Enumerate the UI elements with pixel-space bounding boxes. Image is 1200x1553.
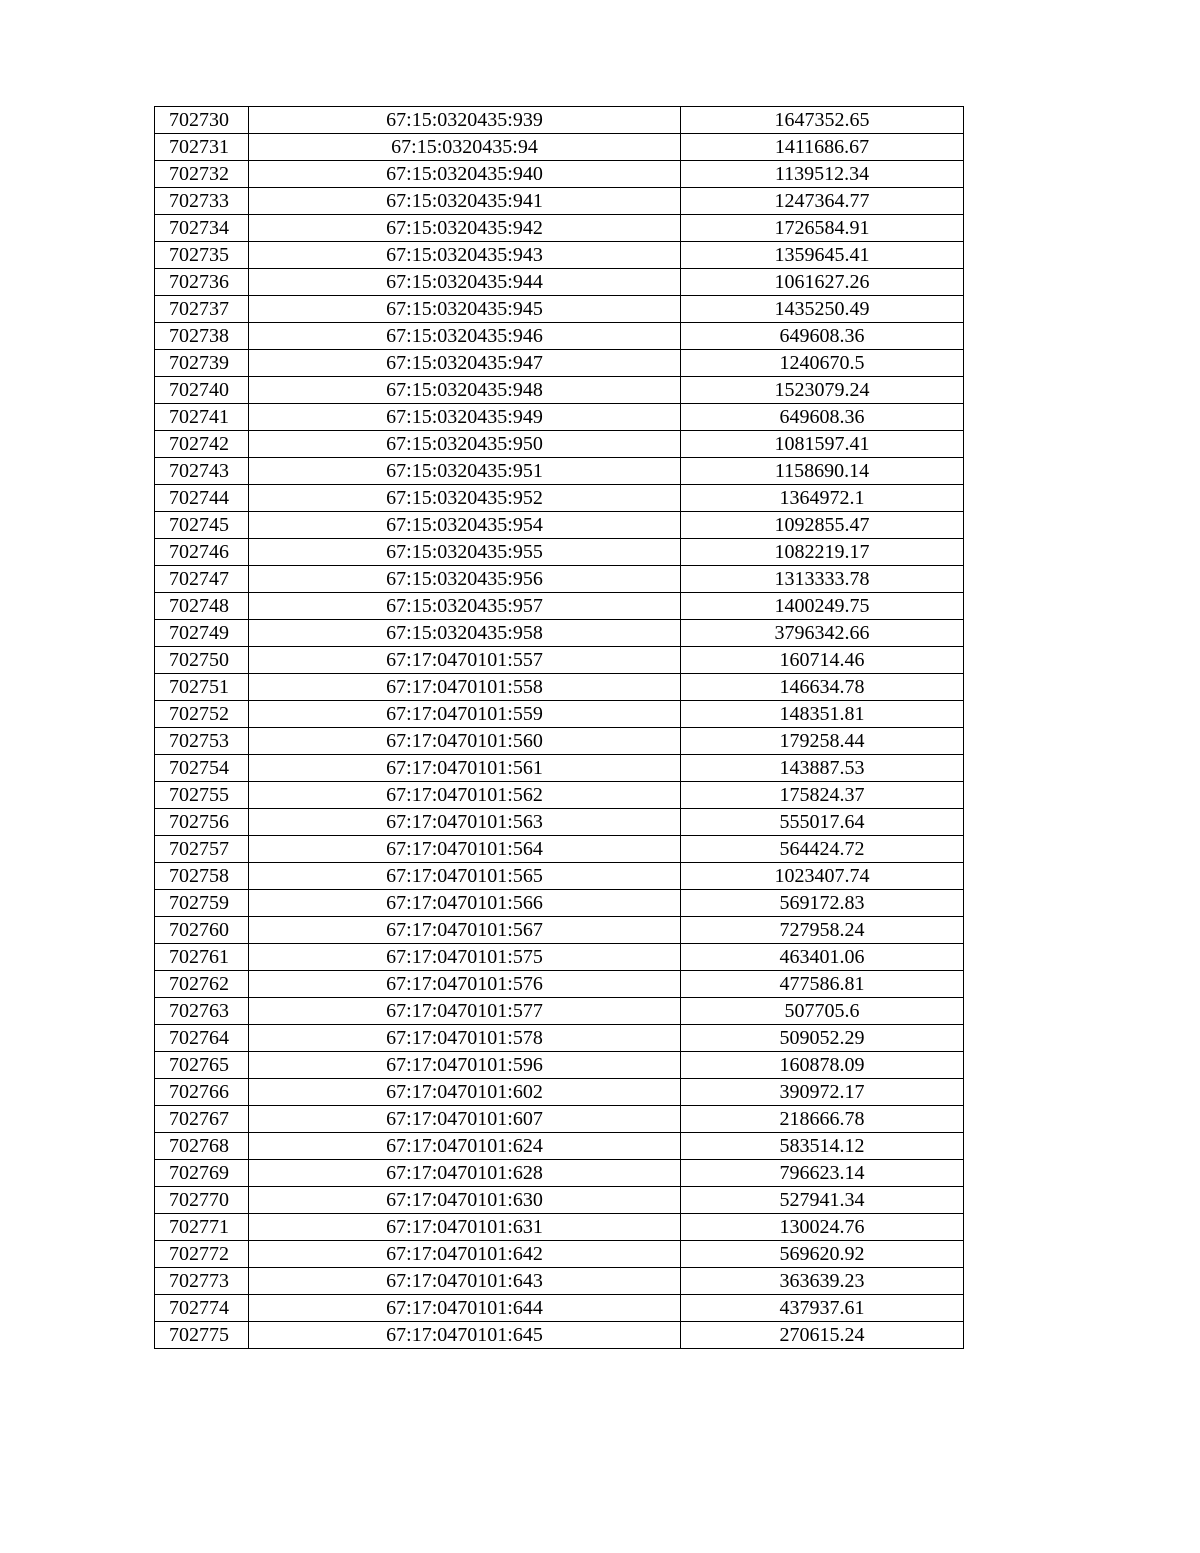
cadastral-value-cell: 583514.12: [681, 1133, 964, 1160]
cadastral-value-cell: 463401.06: [681, 944, 964, 971]
table-row: [155, 593, 964, 620]
table-row: [155, 1079, 964, 1106]
cadastral-number-cell: 67:15:0320435:952: [249, 485, 681, 512]
cadastral-number-cell: 67:17:0470101:560: [249, 728, 681, 755]
table-row: [155, 1052, 964, 1079]
table-row: [155, 1295, 964, 1322]
cadastral-value-cell: 3796342.66: [681, 620, 964, 647]
cadastral-value-cell: 1313333.78: [681, 566, 964, 593]
cadastral-value-cell: 130024.76: [681, 1214, 964, 1241]
table-row: [155, 269, 964, 296]
cadastral-value-cell: 509052.29: [681, 1025, 964, 1052]
cadastral-value-cell: 555017.64: [681, 809, 964, 836]
cadastral-value-cell: 1061627.26: [681, 269, 964, 296]
cadastral-value-cell: 1435250.49: [681, 296, 964, 323]
row-number-cell: 702760: [155, 917, 249, 944]
cadastral-number-cell: 67:15:0320435:94: [249, 134, 681, 161]
table-row: [155, 1187, 964, 1214]
row-number-cell: 702771: [155, 1214, 249, 1241]
cadastral-value-cell: 796623.14: [681, 1160, 964, 1187]
cadastral-number-cell: 67:17:0470101:566: [249, 890, 681, 917]
cadastral-value-cell: 1081597.41: [681, 431, 964, 458]
cadastral-value-cell: 146634.78: [681, 674, 964, 701]
cadastral-number-cell: 67:17:0470101:602: [249, 1079, 681, 1106]
cadastral-value-cell: 363639.23: [681, 1268, 964, 1295]
row-number-cell: 702753: [155, 728, 249, 755]
cadastral-value-cell: 527941.34: [681, 1187, 964, 1214]
row-number-cell: 702742: [155, 431, 249, 458]
table-row: [155, 998, 964, 1025]
row-number-cell: 702759: [155, 890, 249, 917]
row-number-cell: 702758: [155, 863, 249, 890]
table-row: [155, 971, 964, 998]
cadastral-number-cell: 67:15:0320435:950: [249, 431, 681, 458]
table-row: [155, 755, 964, 782]
cadastral-value-cell: 1023407.74: [681, 863, 964, 890]
row-number-cell: 702765: [155, 1052, 249, 1079]
table-row: [155, 296, 964, 323]
table-body: [155, 107, 964, 1349]
table-row: [155, 539, 964, 566]
cadastral-number-cell: 67:15:0320435:948: [249, 377, 681, 404]
row-number-cell: 702739: [155, 350, 249, 377]
cadastral-value-cell: 160714.46: [681, 647, 964, 674]
table-row: [155, 431, 964, 458]
cadastral-number-cell: 67:15:0320435:957: [249, 593, 681, 620]
table-row: [155, 674, 964, 701]
cadastral-number-cell: 67:15:0320435:949: [249, 404, 681, 431]
cadastral-value-cell: 1726584.91: [681, 215, 964, 242]
row-number-cell: 702737: [155, 296, 249, 323]
cadastral-value-cell: 1082219.17: [681, 539, 964, 566]
table-row: [155, 566, 964, 593]
row-number-cell: 702750: [155, 647, 249, 674]
row-number-cell: 702746: [155, 539, 249, 566]
row-number-cell: 702773: [155, 1268, 249, 1295]
row-number-cell: 702764: [155, 1025, 249, 1052]
cadastral-number-cell: 67:17:0470101:643: [249, 1268, 681, 1295]
cadastral-number-cell: 67:17:0470101:577: [249, 998, 681, 1025]
cadastral-value-cell: 143887.53: [681, 755, 964, 782]
cadastral-number-cell: 67:15:0320435:945: [249, 296, 681, 323]
table-row: [155, 944, 964, 971]
cadastral-value-cell: 477586.81: [681, 971, 964, 998]
cadastral-value-cell: 1359645.41: [681, 242, 964, 269]
cadastral-number-cell: 67:17:0470101:559: [249, 701, 681, 728]
table-row: [155, 323, 964, 350]
cadastral-number-cell: 67:15:0320435:954: [249, 512, 681, 539]
cadastral-number-cell: 67:17:0470101:567: [249, 917, 681, 944]
cadastral-value-table: [154, 106, 964, 1349]
row-number-cell: 702745: [155, 512, 249, 539]
cadastral-number-cell: 67:17:0470101:596: [249, 1052, 681, 1079]
table-row: [155, 809, 964, 836]
table-row: [155, 1133, 964, 1160]
cadastral-value-cell: 148351.81: [681, 701, 964, 728]
row-number-cell: 702762: [155, 971, 249, 998]
cadastral-number-cell: 67:17:0470101:624: [249, 1133, 681, 1160]
cadastral-number-cell: 67:17:0470101:563: [249, 809, 681, 836]
table-row: [155, 404, 964, 431]
row-number-cell: 702733: [155, 188, 249, 215]
cadastral-number-cell: 67:17:0470101:642: [249, 1241, 681, 1268]
table-row: [155, 863, 964, 890]
row-number-cell: 702736: [155, 269, 249, 296]
cadastral-number-cell: 67:15:0320435:942: [249, 215, 681, 242]
row-number-cell: 702763: [155, 998, 249, 1025]
row-number-cell: 702761: [155, 944, 249, 971]
cadastral-value-cell: 507705.6: [681, 998, 964, 1025]
cadastral-number-cell: 67:15:0320435:956: [249, 566, 681, 593]
cadastral-number-cell: 67:17:0470101:630: [249, 1187, 681, 1214]
row-number-cell: 702749: [155, 620, 249, 647]
cadastral-value-cell: 175824.37: [681, 782, 964, 809]
cadastral-number-cell: 67:17:0470101:631: [249, 1214, 681, 1241]
row-number-cell: 702752: [155, 701, 249, 728]
table-row: [155, 1160, 964, 1187]
cadastral-value-cell: 1523079.24: [681, 377, 964, 404]
row-number-cell: 702774: [155, 1295, 249, 1322]
cadastral-value-cell: 1400249.75: [681, 593, 964, 620]
row-number-cell: 702751: [155, 674, 249, 701]
cadastral-value-cell: 1158690.14: [681, 458, 964, 485]
table-row: [155, 377, 964, 404]
row-number-cell: 702732: [155, 161, 249, 188]
table-row: [155, 728, 964, 755]
table-row: [155, 215, 964, 242]
table-row: [155, 890, 964, 917]
cadastral-number-cell: 67:15:0320435:941: [249, 188, 681, 215]
table-row: [155, 647, 964, 674]
table-row: [155, 1322, 964, 1349]
cadastral-value-cell: 1647352.65: [681, 107, 964, 134]
cadastral-value-cell: 1092855.47: [681, 512, 964, 539]
cadastral-value-cell: 649608.36: [681, 323, 964, 350]
row-number-cell: 702769: [155, 1160, 249, 1187]
cadastral-number-cell: 67:17:0470101:578: [249, 1025, 681, 1052]
table-row: [155, 782, 964, 809]
cadastral-number-cell: 67:15:0320435:947: [249, 350, 681, 377]
table-row: [155, 1025, 964, 1052]
table-row: [155, 1106, 964, 1133]
cadastral-number-cell: 67:17:0470101:644: [249, 1295, 681, 1322]
row-number-cell: 702738: [155, 323, 249, 350]
cadastral-number-cell: 67:15:0320435:955: [249, 539, 681, 566]
table-row: [155, 188, 964, 215]
table-row: [155, 350, 964, 377]
table-row: [155, 107, 964, 134]
row-number-cell: 702735: [155, 242, 249, 269]
cadastral-value-cell: 1411686.67: [681, 134, 964, 161]
cadastral-value-cell: 179258.44: [681, 728, 964, 755]
cadastral-number-cell: 67:17:0470101:607: [249, 1106, 681, 1133]
cadastral-value-cell: 270615.24: [681, 1322, 964, 1349]
row-number-cell: 702767: [155, 1106, 249, 1133]
row-number-cell: 702744: [155, 485, 249, 512]
table-row: [155, 1214, 964, 1241]
cadastral-number-cell: 67:17:0470101:575: [249, 944, 681, 971]
cadastral-number-cell: 67:15:0320435:943: [249, 242, 681, 269]
cadastral-value-cell: 727958.24: [681, 917, 964, 944]
table-row: [155, 161, 964, 188]
cadastral-number-cell: 67:17:0470101:564: [249, 836, 681, 863]
table-row: [155, 242, 964, 269]
table-row: [155, 620, 964, 647]
row-number-cell: 702756: [155, 809, 249, 836]
row-number-cell: 702772: [155, 1241, 249, 1268]
row-number-cell: 702754: [155, 755, 249, 782]
cadastral-number-cell: 67:17:0470101:561: [249, 755, 681, 782]
cadastral-number-cell: 67:15:0320435:958: [249, 620, 681, 647]
table-row: [155, 458, 964, 485]
table-row: [155, 134, 964, 161]
cadastral-number-cell: 67:17:0470101:565: [249, 863, 681, 890]
table-row: [155, 917, 964, 944]
cadastral-number-cell: 67:15:0320435:940: [249, 161, 681, 188]
cadastral-number-cell: 67:15:0320435:951: [249, 458, 681, 485]
cadastral-value-cell: 437937.61: [681, 1295, 964, 1322]
row-number-cell: 702731: [155, 134, 249, 161]
cadastral-number-cell: 67:17:0470101:562: [249, 782, 681, 809]
row-number-cell: 702734: [155, 215, 249, 242]
table-row: [155, 1241, 964, 1268]
row-number-cell: 702741: [155, 404, 249, 431]
table-row: [155, 836, 964, 863]
row-number-cell: 702740: [155, 377, 249, 404]
cadastral-value-cell: 1364972.1: [681, 485, 964, 512]
cadastral-number-cell: 67:15:0320435:944: [249, 269, 681, 296]
row-number-cell: 702757: [155, 836, 249, 863]
cadastral-number-cell: 67:15:0320435:939: [249, 107, 681, 134]
cadastral-value-cell: 390972.17: [681, 1079, 964, 1106]
cadastral-number-cell: 67:17:0470101:645: [249, 1322, 681, 1349]
row-number-cell: 702730: [155, 107, 249, 134]
cadastral-value-cell: 1247364.77: [681, 188, 964, 215]
table-row: [155, 1268, 964, 1295]
row-number-cell: 702748: [155, 593, 249, 620]
cadastral-value-cell: 564424.72: [681, 836, 964, 863]
row-number-cell: 702766: [155, 1079, 249, 1106]
cadastral-value-cell: 218666.78: [681, 1106, 964, 1133]
cadastral-number-cell: 67:17:0470101:557: [249, 647, 681, 674]
row-number-cell: 702743: [155, 458, 249, 485]
table-row: [155, 512, 964, 539]
table-row: [155, 485, 964, 512]
cadastral-value-cell: 569172.83: [681, 890, 964, 917]
cadastral-number-cell: 67:17:0470101:576: [249, 971, 681, 998]
cadastral-value-cell: 160878.09: [681, 1052, 964, 1079]
row-number-cell: 702747: [155, 566, 249, 593]
row-number-cell: 702755: [155, 782, 249, 809]
row-number-cell: 702775: [155, 1322, 249, 1349]
cadastral-value-cell: 1240670.5: [681, 350, 964, 377]
row-number-cell: 702770: [155, 1187, 249, 1214]
row-number-cell: 702768: [155, 1133, 249, 1160]
cadastral-value-cell: 569620.92: [681, 1241, 964, 1268]
cadastral-number-cell: 67:17:0470101:628: [249, 1160, 681, 1187]
cadastral-value-cell: 649608.36: [681, 404, 964, 431]
cadastral-number-cell: 67:17:0470101:558: [249, 674, 681, 701]
cadastral-value-cell: 1139512.34: [681, 161, 964, 188]
table-row: [155, 701, 964, 728]
cadastral-number-cell: 67:15:0320435:946: [249, 323, 681, 350]
